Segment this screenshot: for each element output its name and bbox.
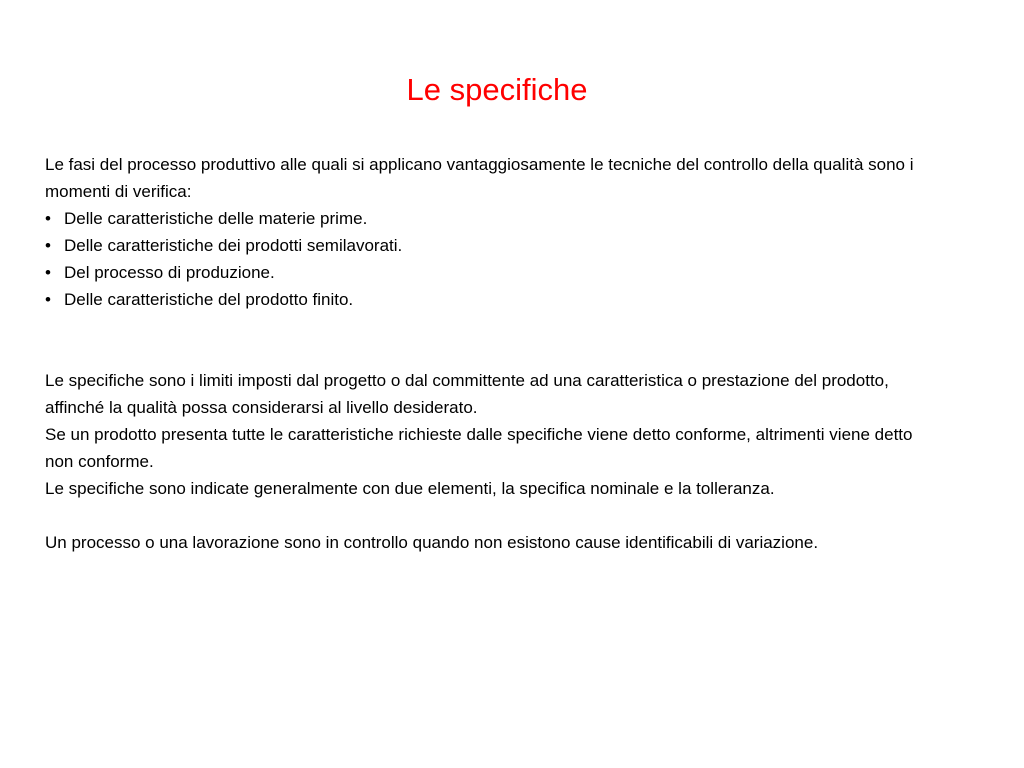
spacer <box>45 313 945 367</box>
list-item <box>45 205 945 232</box>
list-item-text: Delle caratteristiche del prodotto finito. <box>64 290 354 309</box>
list-item <box>45 232 945 259</box>
list-item <box>45 259 945 286</box>
tolerance-paragraph: Le specifiche sono indicate generalmente con due elementi, la specifica nominale e la tolleranza. <box>45 479 775 498</box>
bullet-icon: • <box>45 209 51 228</box>
conformity-paragraph: Se un prodotto presenta tutte le caratteristiche richieste dalle specifiche viene detto conforme, altrimenti viene detto non conforme. <box>45 425 913 471</box>
intro-paragraph: Le fasi del processo produttivo alle quali si applicano vantaggiosamente le tecniche del controllo della qualità sono i momenti di verifica: <box>45 155 914 201</box>
verification-list <box>45 205 945 313</box>
list-item-text: Delle caratteristiche delle materie prime. <box>64 209 368 228</box>
bullet-icon: • <box>45 290 51 309</box>
list-item-text: Del processo di produzione. <box>64 263 275 282</box>
bullet-icon: • <box>45 263 51 282</box>
slide-title: Le specifiche <box>406 72 588 107</box>
closing-paragraph: Un processo o una lavorazione sono in controllo quando non esistono cause identificabili di variazione. <box>45 533 819 552</box>
specifications-definition-paragraph: Le specifiche sono i limiti imposti dal progetto o dal committente ad una caratteristica o prestazione del prodotto, affinché la qualità possa considerarsi al livello desiderato. <box>45 371 889 417</box>
slide-body <box>45 151 945 556</box>
list-item-text: Delle caratteristiche dei prodotti semilavorati. <box>64 236 403 255</box>
list-item <box>45 286 945 313</box>
bullet-icon: • <box>45 236 51 255</box>
spacer <box>45 502 945 529</box>
